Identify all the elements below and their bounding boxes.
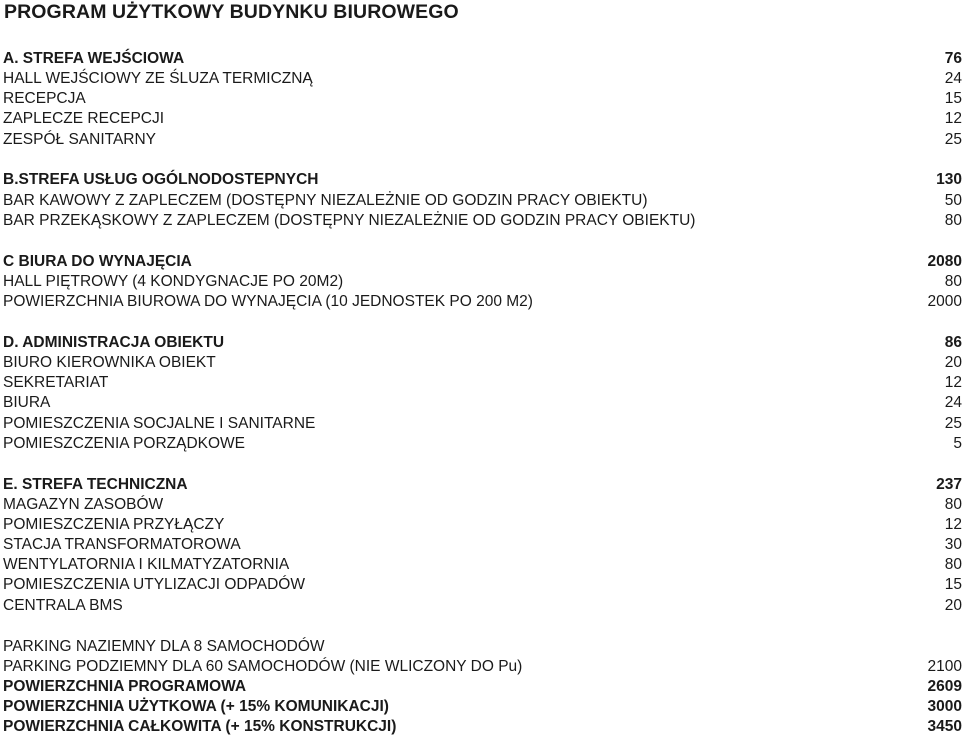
- room-area: 30: [944, 536, 962, 553]
- room-area: 24: [944, 394, 962, 411]
- table-row: [3, 109, 962, 129]
- parking-label: PARKING NAZIEMNY DLA 8 SAMOCHODÓW: [3, 638, 325, 655]
- room-label: HALL PIĘTROWY (4 KONDYGNACJE PO 20M2): [3, 273, 344, 290]
- room-label: POMIESZCZENIA SOCJALNE I SANITARNE: [3, 415, 316, 432]
- room-label: POWIERZCHNIA BIUROWA DO WYNAJĘCIA (10 JEDNOSTEK PO 200 M2): [3, 293, 533, 310]
- room-label: BAR PRZEKĄSKOWY Z ZAPLECZEM (DOSTĘPNY NIEZALEŻNIE OD GODZIN PRACY OBIEKTU): [3, 212, 696, 229]
- room-area: 80: [944, 273, 962, 290]
- room-area: 12: [944, 110, 962, 127]
- room-area: 20: [944, 354, 962, 371]
- section-d-header: [3, 333, 962, 353]
- room-area: 12: [944, 516, 962, 533]
- table-row: [3, 292, 962, 312]
- parking-ground-row: [3, 637, 962, 657]
- section-label: B.STREFA USŁUG OGÓLNODOSTEPNYCH: [3, 171, 319, 188]
- parking-label: PARKING PODZIEMNY DLA 60 SAMOCHODÓW (NIE WLICZONY DO Pu): [3, 658, 523, 675]
- page-title: PROGRAM UŻYTKOWY BUDYNKU BIUROWEGO: [4, 1, 459, 23]
- table-row: [3, 353, 962, 373]
- total-label: POWIERZCHNIA CAŁKOWITA (+ 15% KONSTRUKCJI): [3, 718, 397, 735]
- room-label: BAR KAWOWY Z ZAPLECZEM (DOSTĘPNY NIEZALEŻNIE OD GODZIN PRACY OBIEKTU): [3, 192, 648, 209]
- room-area: 80: [944, 556, 962, 573]
- section-c-header: [3, 252, 962, 272]
- room-area: 5: [953, 435, 962, 452]
- table-row: [3, 272, 962, 292]
- section-total: 237: [936, 476, 962, 493]
- room-area: 80: [944, 212, 962, 229]
- room-area: 24: [944, 70, 962, 87]
- room-label: ZESPÓŁ SANITARNY: [3, 131, 157, 148]
- total-value: 3450: [927, 718, 962, 735]
- table-row: [3, 535, 962, 555]
- section-total: 130: [936, 171, 962, 188]
- section-label: E. STREFA TECHNICZNA: [3, 476, 188, 493]
- room-label: SEKRETARIAT: [3, 374, 109, 391]
- room-area: 50: [944, 192, 962, 209]
- total-label: POWIERZCHNIA PROGRAMOWA: [3, 678, 247, 695]
- room-label: ZAPLECZE RECEPCJI: [3, 110, 165, 127]
- table-row: [3, 393, 962, 413]
- room-label: BIURO KIEROWNIKA OBIEKT: [3, 354, 216, 371]
- room-label: POMIESZCZENIA PORZĄDKOWE: [3, 435, 245, 452]
- table-row: [3, 414, 962, 434]
- room-label: POMIESZCZENIA PRZYŁĄCZY: [3, 516, 225, 533]
- table-row: [3, 89, 962, 109]
- section-label: A. STREFA WEJŚCIOWA: [3, 50, 185, 67]
- table-row: [3, 434, 962, 454]
- room-area: 15: [944, 576, 962, 593]
- table-row: [3, 130, 962, 150]
- table-row: [3, 555, 962, 575]
- table-row: [3, 515, 962, 535]
- table-row: [3, 191, 962, 211]
- section-a-header: [3, 49, 962, 69]
- room-label: CENTRALA BMS: [3, 597, 123, 614]
- section-total: 86: [944, 334, 962, 351]
- room-label: MAGAZYN ZASOBÓW: [3, 496, 164, 513]
- room-label: WENTYLATORNIA I KILMATYZATORNIA: [3, 556, 290, 573]
- room-area: 15: [944, 90, 962, 107]
- section-total: 2080: [927, 253, 962, 270]
- total-usable-row: [3, 697, 962, 717]
- parking-underground-row: [3, 657, 962, 677]
- total-overall-row: [3, 717, 962, 737]
- parking-area: 2100: [927, 658, 962, 675]
- table-row: [3, 575, 962, 595]
- room-label: POMIESZCZENIA UTYLIZACJI ODPADÓW: [3, 576, 305, 593]
- total-value: 3000: [927, 698, 962, 715]
- room-area: 20: [944, 597, 962, 614]
- room-area: 2000: [927, 293, 962, 310]
- room-area: 12: [944, 374, 962, 391]
- table-row: [3, 373, 962, 393]
- total-program-row: [3, 677, 962, 697]
- total-label: POWIERZCHNIA UŻYTKOWA (+ 15% KOMUNIKACJI): [3, 698, 389, 715]
- total-value: 2609: [927, 678, 962, 695]
- room-area: 25: [944, 131, 962, 148]
- table-row: [3, 596, 962, 616]
- room-label: BIURA: [3, 394, 51, 411]
- section-total: 76: [944, 50, 962, 67]
- room-label: HALL WEJŚCIOWY ZE ŚLUZA TERMICZNĄ: [3, 70, 313, 87]
- table-row: [3, 69, 962, 89]
- room-label: STACJA TRANSFORMATOROWA: [3, 536, 241, 553]
- room-area: 25: [944, 415, 962, 432]
- table-row: [3, 211, 962, 231]
- room-label: RECEPCJA: [3, 90, 86, 107]
- room-area: 80: [944, 496, 962, 513]
- section-e-header: [3, 475, 962, 495]
- section-label: D. ADMINISTRACJA OBIEKTU: [3, 334, 225, 351]
- section-b-header: [3, 170, 962, 190]
- table-row: [3, 495, 962, 515]
- section-label: C BIURA DO WYNAJĘCIA: [3, 253, 192, 270]
